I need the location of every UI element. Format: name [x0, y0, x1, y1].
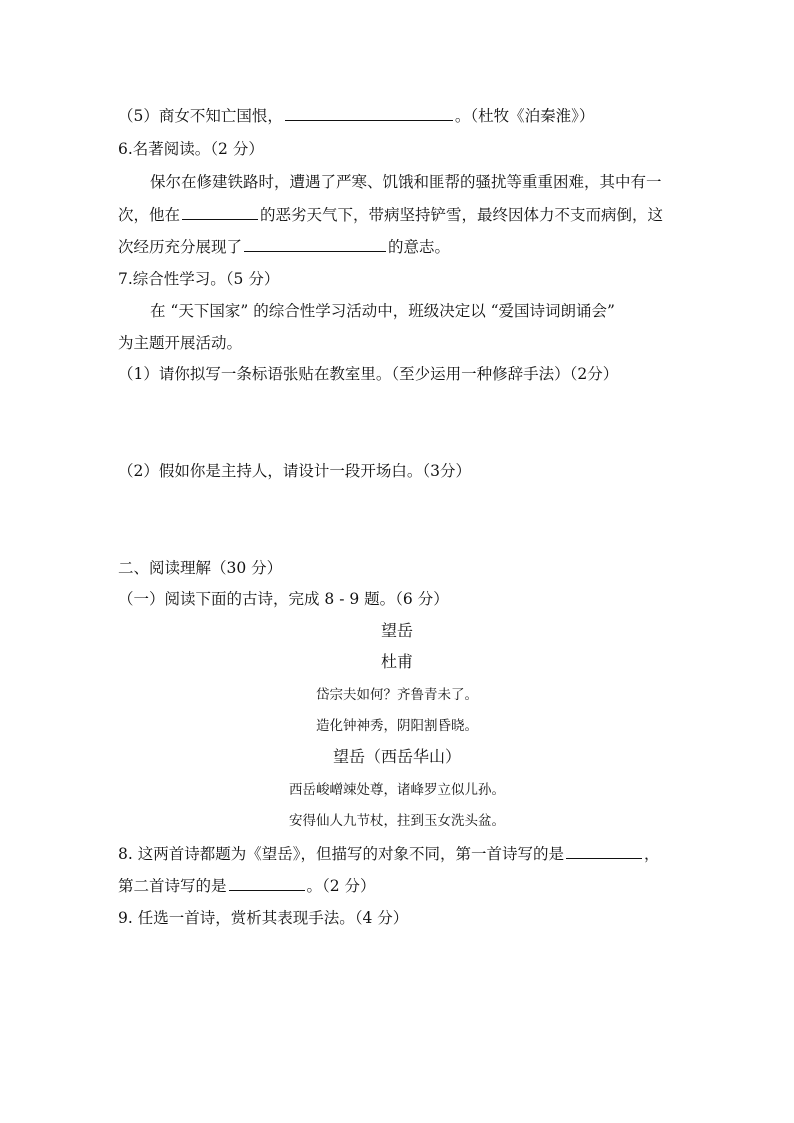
question-7-sub1: （1）请你拟写一条标语张贴在教室里。（至少运用一种修辞手法）（2分）	[118, 365, 619, 383]
poem1-line: 岱宗夫如何？齐鲁青未了。	[316, 687, 478, 703]
poem2-line: 西岳峻嶒竦处尊，诸峰罗立似儿孙。	[289, 782, 505, 798]
answer-blank[interactable]	[285, 106, 453, 121]
poem1-author: 杜甫	[380, 652, 413, 671]
section-2-heading: 二、阅读理解（30 分）	[118, 559, 283, 577]
answer-blank[interactable]	[566, 844, 642, 859]
answer-blank[interactable]	[229, 876, 305, 891]
poem2-title: 望岳（西岳华山）	[332, 747, 461, 766]
question-7-sub2: （2）假如你是主持人，请设计一段开场白。（3分）	[118, 462, 471, 480]
question-6-line1: 保尔在修建铁路时，遭遇了严寒、饥饿和匪帮的骚扰等重重困难，其中有一	[150, 173, 662, 191]
question-5-5: （5）商女不知亡国恨， 。（杜牧《泊秦淮》）	[118, 107, 595, 125]
question-7-heading: 7.综合性学习。（5 分）	[118, 270, 280, 288]
poem1-line: 造化钟神秀，阴阳割昏晓。	[316, 718, 478, 734]
section-2-part1: （一）阅读下面的古诗，完成 8 - 9 题。（6 分）	[118, 590, 449, 608]
answer-blank[interactable]	[244, 237, 386, 252]
question-7-intro-line1: 在 “天下国家” 的综合性学习活动中，班级决定以 “爱国诗词朗诵会”	[150, 302, 615, 320]
question-6-line2: 次，他在 的恶劣天气下，带病坚持铲雪，最终因体力不支而病倒，这	[118, 206, 664, 224]
question-7-intro-line2: 为主题开展活动。	[118, 334, 243, 352]
question-8-line1: 8. 这两首诗都题为《望岳》，但描写的对象不同，第一首诗写的是 ，	[118, 845, 660, 863]
question-6-heading: 6.名著阅读。（2 分）	[118, 140, 264, 158]
poem1-title: 望岳	[380, 621, 413, 640]
answer-blank[interactable]	[182, 205, 258, 220]
question-9: 9. 任选一首诗，赏析其表现手法。（4 分）	[118, 909, 409, 927]
question-8-line2: 第二首诗写的是 。（2 分）	[118, 877, 376, 895]
question-6-line3: 次经历充分展现了 的意志。	[118, 238, 451, 256]
poem2-line: 安得仙人九节杖，拄到玉女洗头盆。	[289, 813, 505, 829]
